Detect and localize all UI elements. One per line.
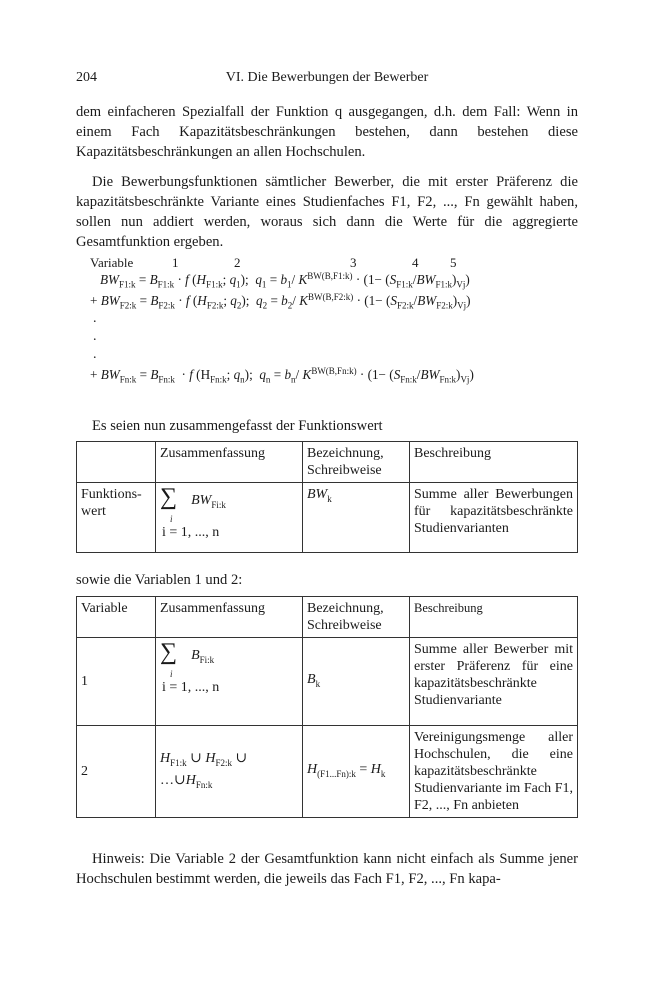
variables-table (76, 596, 578, 818)
ellipsis-dot-2: . (93, 329, 97, 344)
notation-cell: $B_k$ (303, 638, 410, 726)
table1-intro: Es seien nun zusammengefasst der Funktionswert (92, 418, 383, 434)
notation-cell: $BW_k$ (303, 483, 410, 553)
row-label: 2 (77, 726, 156, 818)
description-cell: Summe aller Bewerbungen für kapazitätsbeschränkte Studienvarianten (410, 483, 578, 553)
sum-symbol: ∑ (160, 639, 178, 665)
summary-cell: ∑ $BW_{Fi:k}$ i i = 1, ..., n (156, 483, 303, 553)
summary-cell: ∑ $B_{Fi:k}$ i i = 1, ..., n (156, 638, 303, 726)
formula-row-1: $BW_{F1:k} = B_{F1:k} \cdot f$ ($H_{F1:k}$; $q_1$); $q_1 = b_1/$ $K^{BW(B,F1:k)} \cdot (1- (S_{F1:k}/BW_{F1:k})_{Vj})$ (100, 271, 470, 290)
variable-1-label: 1 (172, 255, 179, 270)
variable-2-label: 2 (234, 255, 241, 270)
description-cell: Vereinigungsmenge aller Hochschulen, die eine kapazitätsbeschränkte Studienvariante im Fach F1, F2, ..., Fn anbieten (410, 726, 578, 818)
formula-row-2: + $BW_{F2:k} = B_{F2:k} \cdot f$ ($H_{F2:k}$; $q_2$); $q_2 = b_2/$ $K^{BW(B,F2:k)} \cdot (1- (S_{F2:k}/BW_{F2:k})_{Vj})$ (90, 292, 471, 311)
chapter-title: VI. Die Bewerbungen der Bewerber (225, 70, 429, 85)
table-header-cell: Zusammenfassung (156, 442, 303, 483)
sum-range: i = 1, ..., n (162, 524, 220, 540)
paragraph-1: dem einfacheren Spezialfall der Funktion q ausgegangen, d.h. dem Fall: Wenn in einem Fach Kapazitätsbeschränkungen bestehen, dann bestehen diese Kapazitätsbeschränkungen an allen Hochschulen. (76, 104, 578, 160)
paragraph-2: Die Bewerbungsfunktionen sämtlicher Bewerber, die mit erster Präferenz die kapazitätsbeschränkte Variante eines Studienfaches F1, F2, ..., Fn gewählt haben, sollen nun addiert werden, woraus sich dann die Werte für die aggregierte Gesamtfunktion ergeben. (76, 174, 578, 250)
table-header-cell: Bezeichnung, Schreibweise (303, 597, 410, 638)
table-header-row (77, 442, 578, 483)
variables-header (90, 255, 510, 271)
table-row (77, 638, 578, 726)
table-header-cell: Zusammenfassung (156, 597, 303, 638)
row-label: Funktions-wert (77, 483, 156, 553)
row-label: 1 (77, 638, 156, 726)
sum-range: i = 1, ..., n (162, 679, 220, 695)
formula-row-n: + $BW_{Fn:k} = B_{Fn:k} \cdot f$ ($H_{Fn:k}$; $q_n$); $q_n = b_n/$ $K^{BW(B,Fn:k)} \cdot (1- (S_{Fn:k}/BW_{Fn:k})_{Vj})$ (90, 366, 474, 385)
table-header-cell: Bezeichnung, Schreibweise (303, 442, 410, 483)
table-header-cell: Variable (77, 597, 156, 638)
summary-cell: $H_{F1:k}$ ∪ $H_{F2:k}$ ∪ $\dots\cup H_{Fn:k}$ (156, 726, 303, 818)
table-header-cell: Beschreibung (410, 442, 578, 483)
notation-cell: $H_{(F1...Fn):k} = H_k$ (303, 726, 410, 818)
paragraph-3: Hinweis: Die Variable 2 der Gesamtfunktion kann nicht einfach als Summe jener Hochschulen bestimmt werden, die jeweils das Fach F1, F2, ..., Fn kapa- (76, 851, 578, 887)
ellipsis-dot-1: . (93, 311, 97, 326)
table-row (77, 726, 578, 818)
variable-label: Variable (90, 255, 134, 270)
variable-3-label: 3 (350, 255, 357, 270)
page-number: 204 (76, 70, 97, 85)
table-row (77, 483, 578, 553)
variable-4-label: 4 (412, 255, 419, 270)
table-header-cell: Beschreibung (410, 597, 578, 638)
table-header-row (77, 597, 578, 638)
table-header-cell (77, 442, 156, 483)
ellipsis-dot-3: . (93, 347, 97, 362)
function-value-table (76, 441, 578, 553)
sum-symbol: ∑ (160, 484, 178, 510)
table2-intro: sowie die Variablen 1 und 2: (76, 572, 243, 588)
description-cell: Summe aller Bewerber mit erster Präferenz für eine kapazitätsbeschränkte Studienvariante (410, 638, 578, 726)
variable-5-label: 5 (450, 255, 457, 270)
